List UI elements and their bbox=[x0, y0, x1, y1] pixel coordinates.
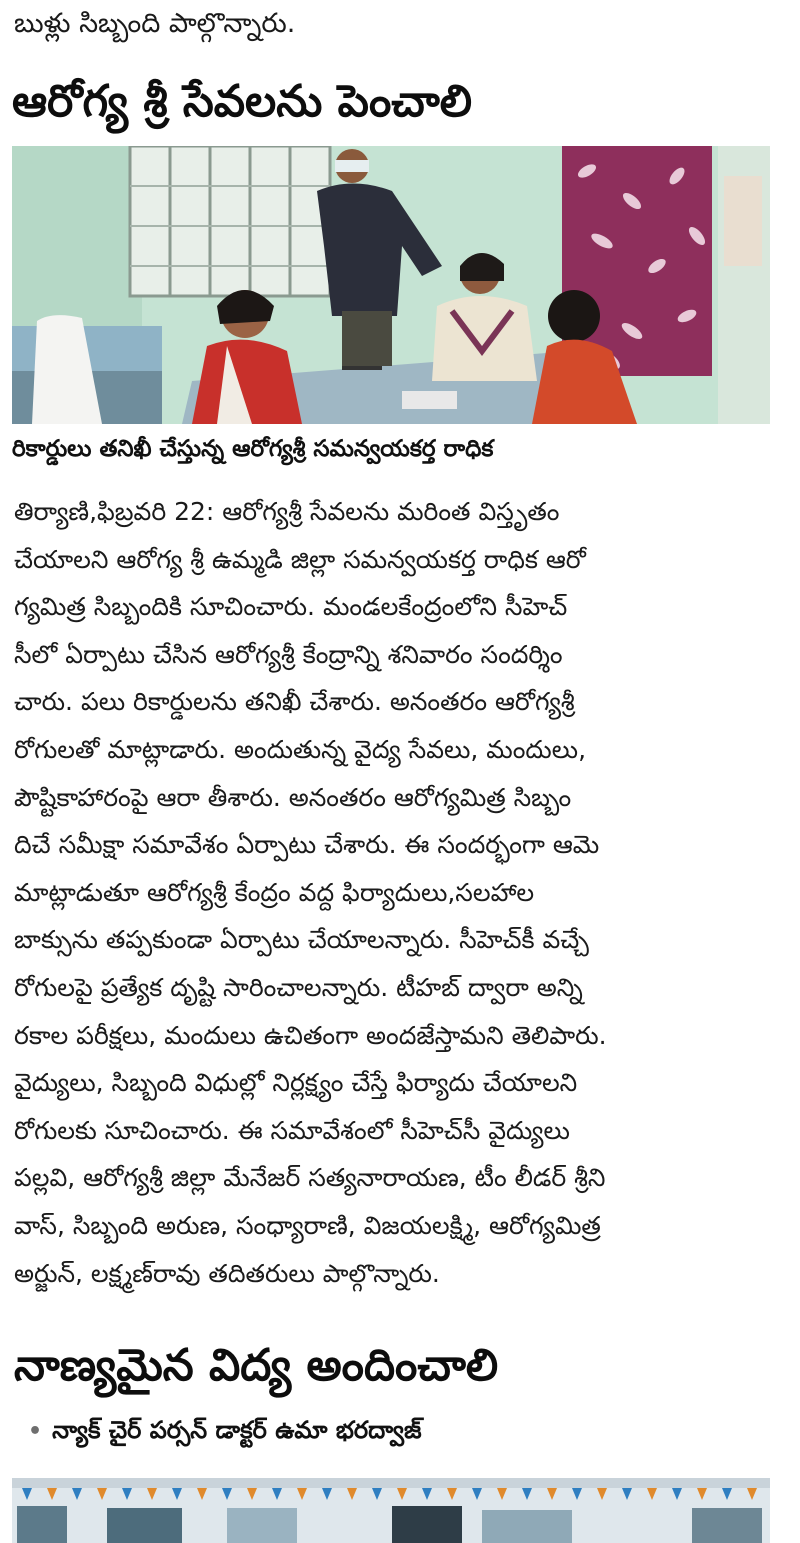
second-article-subhead bbox=[28, 1410, 788, 1452]
body-line: పౌష్టికాహారంపై ఆరా తీశారు. అనంతరం ఆరోగ్యమిత్ర సిబ్బం bbox=[14, 782, 572, 812]
article-headline: ఆరోగ్య శ్రీ సేవలను పెంచాలి bbox=[12, 76, 473, 127]
body-line: సీలో ఏర్పాటు చేసిన ఆరోగ్యశ్రీ కేంద్రాన్ని శనివారం సందర్శిం bbox=[14, 639, 563, 669]
body-line: రోగులకు సూచించారు. ఈ సమావేశంలో సీహెచ్‌సీ వైద్యులు bbox=[14, 1115, 570, 1145]
second-article-photo bbox=[12, 1478, 770, 1543]
article-body bbox=[14, 488, 784, 1297]
body-line: తిర్యాణి,ఫిబ్రవరి 22: ఆరోగ్యశ్రీ సేవలను మరింత విస్తృతం bbox=[14, 497, 560, 526]
body-line: చారు. పలు రికార్డులను తనిఖీ చేశారు. అనంతరం ఆరోగ్యశ్రీ bbox=[14, 687, 575, 717]
photo-scene-2 bbox=[12, 1478, 770, 1543]
body-line: రోగులతో మాట్లాడారు. అందుతున్న వైద్య సేవలు, మందులు, bbox=[14, 734, 587, 764]
body-line: అర్జున్, లక్ష్మణ్‌రావు తదితరులు పాల్గొన్నారు. bbox=[14, 1258, 440, 1288]
bullet-icon: • bbox=[28, 1419, 43, 1444]
body-line: పల్లవి, ఆరోగ్యశ్రీ జిల్లా మేనేజర్ సత్యనారాయణ, టీం లీడర్ శ్రీని bbox=[14, 1163, 606, 1193]
body-line: దిచే సమీక్షా సమావేశం ఏర్పాటు చేశారు. ఈ సందర్భంగా ఆమె bbox=[14, 830, 600, 860]
photo-caption: రికార్డులు తనిఖీ చేస్తున్న ఆరోగ్యశ్రీ సమన్వయకర్త రాధిక bbox=[12, 436, 494, 462]
second-article-headline: నాణ్యమైన విద్య అందించాలి bbox=[14, 1340, 499, 1391]
body-line: వాస్, సిబ్బంది అరుణ, సంధ్యారాణి, విజయలక్ష్మి, ఆరోగ్యమిత్ర bbox=[14, 1210, 601, 1240]
previous-article-tail: బుళ్లు సిబ్బంది పాల్గొన్నారు. bbox=[14, 8, 296, 39]
body-line: బాక్సును తప్పకుండా ఏర్పాటు చేయాలన్నారు. సీహెచ్‌కీ వచ్చే bbox=[14, 925, 589, 955]
subhead-text: న్యాక్ చైర్ పర్సన్ డాక్టర్ ఉమా భరద్వాజ్ bbox=[52, 1416, 422, 1444]
body-line: చేయాలని ఆరోగ్య శ్రీ ఉమ్మడి జిల్లా సమన్వయకర్త రాధిక ఆరో bbox=[14, 544, 586, 574]
photo-scene bbox=[12, 146, 770, 424]
body-line: రోగులపై ప్రత్యేక దృష్టి సారించాలన్నారు. టీహబ్ ద్వారా అన్ని bbox=[14, 972, 583, 1002]
body-line: గ్యమిత్ర సిబ్బందికి సూచించారు. మండలకేంద్రంలోని సీహెచ్ bbox=[14, 592, 568, 622]
article-photo bbox=[12, 146, 770, 424]
body-line: రకాల పరీక్షలు, మందులు ఉచితంగా అందజేస్తామని తెలిపారు. bbox=[14, 1020, 607, 1050]
body-line: వైద్యులు, సిబ్బంది విధుల్లో నిర్లక్ష్యం చేస్తే ఫిర్యాదు చేయాలని bbox=[14, 1068, 578, 1098]
body-line: మాట్లాడుతూ ఆరోగ్యశ్రీ కేంద్రం వద్ద ఫిర్యాదులు,సలహాల bbox=[14, 877, 535, 907]
